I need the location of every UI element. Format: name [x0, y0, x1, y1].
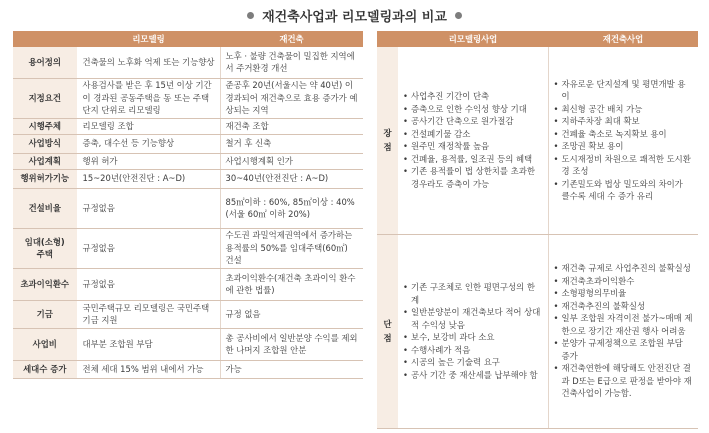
- remodeling-cell: 규정없음: [77, 188, 220, 228]
- table-row: [13, 328, 363, 360]
- remodeling-cell: 증축, 대수선 등 기능향상: [77, 134, 220, 153]
- list-item: • 건폐율 축소로 녹지확보 용이: [562, 128, 694, 141]
- page-title-text: 재건축사업과 리모델링과의 비교: [262, 9, 447, 25]
- list-item: • 일반분양분이 재건축보다 적어 상대적 수익성 낮음: [411, 306, 543, 331]
- table-row: [13, 78, 363, 118]
- remodeling-cell: 규정없음: [77, 268, 220, 300]
- row-label: 사업비: [13, 328, 77, 360]
- list-item: • 조망권 확보 용이: [562, 140, 694, 153]
- list-item: • 분양가 규제정책으로 조합원 부담 증가: [562, 337, 694, 362]
- table-row: [13, 169, 363, 188]
- cons-row: [377, 234, 698, 428]
- reconstruction-cell: 가능: [220, 360, 363, 378]
- row-label: 건설비율: [13, 188, 77, 228]
- pros-reconstruction: [548, 47, 698, 234]
- reconstruction-cell: 준공후 20년(서울시는 약 40년) 이 경과되어 재건축으로 효용 증가가 예상되는 지역: [220, 78, 363, 118]
- list-item: • 사업추진 기간이 단축: [411, 90, 543, 103]
- table-header-row: [377, 31, 698, 47]
- remodeling-cell: 규정없음: [77, 228, 220, 268]
- row-label: 기금: [13, 300, 77, 328]
- reconstruction-cell: 총 공사비에서 일반분양 수익를 제외한 나머지 조합원 안분: [220, 328, 363, 360]
- reconstruction-cell: 재건축 조합: [220, 118, 363, 134]
- list-item: • 재건축추진의 불확실성: [562, 300, 694, 313]
- list-item: • 기존 용적률이 법 상한치를 초과한 경우라도 증축이 가능: [411, 165, 543, 190]
- list-item: • 건설폐기물 감소: [411, 128, 543, 141]
- row-label: 세대수 증가: [13, 360, 77, 378]
- list-item: • 자유로운 단지설계 및 평면개발 용이: [562, 78, 694, 103]
- table-row: [13, 188, 363, 228]
- list-item: • 시공의 높은 기술력 요구: [411, 356, 543, 369]
- list-item: • 수행사례가 적음: [411, 344, 543, 357]
- pros-label: 장 점: [377, 47, 398, 234]
- list-item: • 공사 기간 중 재산세를 납부해야 함: [411, 369, 543, 382]
- table-row: [13, 228, 363, 268]
- header-empty: [377, 31, 398, 47]
- list-item: • 원주민 재정착률 높음: [411, 140, 543, 153]
- remodeling-cell: 국민주택규모 리모델링은 국민주택기금 지원: [77, 300, 220, 328]
- list-item: • 재건축연한에 해당해도 안전진단 결과 D또는 E급으로 판정을 받아야 재건축사업이 가능함.: [562, 362, 694, 400]
- reconstruction-cell: 규정 없음: [220, 300, 363, 328]
- header-remodeling-project: 리모델링사업: [398, 31, 548, 47]
- table-row: [13, 47, 363, 78]
- remodeling-cell: 건축물의 노후화 억제 또는 기능향상: [77, 47, 220, 78]
- row-label: 행위허가기능: [13, 169, 77, 188]
- remodeling-cell: 리모델링 조합: [77, 118, 220, 134]
- page-title: [0, 0, 709, 30]
- table-header-row: [13, 31, 363, 47]
- reconstruction-cell: 수도권 과밀억제권역에서 증가하는 용적률의 50%를 임대주택(60㎡) 건설: [220, 228, 363, 268]
- header-reconstruction: 재건축: [220, 31, 363, 47]
- list-item: • 일부 조합원 자격이전 불가~매매 제한으로 장기간 재산권 행사 어려움: [562, 312, 694, 337]
- list-item: • 기존 구조체로 인한 평면구성의 한계: [411, 281, 543, 306]
- table-row: [13, 268, 363, 300]
- remodeling-cell: 사용검사를 받은 후 15년 이상 기간이 경과된 공동주택을 동 또는 주택단지 단위로 리모델링: [77, 78, 220, 118]
- list-item: • 최신형 공간 배치 가능: [562, 103, 694, 116]
- remodeling-cell: 행위 허가: [77, 153, 220, 169]
- bullet-dot-icon: [247, 12, 254, 19]
- list-item: • 기존밀도와 법상 밀도와의 차이가 클수록 세대 수 증가 유리: [562, 178, 694, 203]
- list-item: • 재건축초과이익환수: [562, 275, 694, 288]
- list-item: • 도시재정비 차원으로 쾌적한 도시환경 조성: [562, 153, 694, 178]
- reconstruction-cell: 30~40년(안전진단 : A~D): [220, 169, 363, 188]
- reconstruction-cell: 85㎡이하 : 60%, 85㎡이상 : 40% (서울 60㎡ 이하 20%): [220, 188, 363, 228]
- header-remodeling: 리모델링: [77, 31, 220, 47]
- cons-label: 단 점: [377, 234, 398, 428]
- comparison-table-left: [13, 31, 363, 379]
- list-item: • 건폐율, 용적률, 일조권 등의 혜택: [411, 153, 543, 166]
- row-label: 지정요건: [13, 78, 77, 118]
- reconstruction-cell: 초과이익환수(재건축 초과이익 환수에 관한 법률): [220, 268, 363, 300]
- list-item: • 지하주차장 최대 확보: [562, 115, 694, 128]
- row-label: 임대(소형) 주택: [13, 228, 77, 268]
- cons-reconstruction: [548, 234, 698, 428]
- table-row: [13, 118, 363, 134]
- list-item: • 공사기간 단축으로 원가절감: [411, 115, 543, 128]
- row-label: 사업계획: [13, 153, 77, 169]
- table-row: [13, 134, 363, 153]
- table-row: [13, 360, 363, 378]
- row-label: 시행주체: [13, 118, 77, 134]
- reconstruction-cell: 노후 · 불량 건축물이 밀집한 지역에서 주거환경 개선: [220, 47, 363, 78]
- header-reconstruction-project: 재건축사업: [548, 31, 698, 47]
- bullet-dot-icon: [455, 12, 462, 19]
- pros-row: [377, 47, 698, 234]
- header-empty: [13, 31, 77, 47]
- remodeling-cell: 15~20년(안전진단 : A~D): [77, 169, 220, 188]
- list-item: • 보수, 보강비 과다 소요: [411, 331, 543, 344]
- remodeling-cell: 전체 세대 15% 범위 내에서 가능: [77, 360, 220, 378]
- table-row: [13, 153, 363, 169]
- row-label: 초과이익환수: [13, 268, 77, 300]
- list-item: • 소형평형의무비율: [562, 287, 694, 300]
- cons-remodeling: [398, 234, 548, 428]
- remodeling-cell: 대부분 조합원 부담: [77, 328, 220, 360]
- comparison-table-right: [377, 31, 698, 429]
- reconstruction-cell: 사업시행계획 인가: [220, 153, 363, 169]
- list-item: • 증축으로 인한 수익성 향상 기대: [411, 103, 543, 116]
- list-item: • 재건축 규제로 사업추진의 불확실성: [562, 262, 694, 275]
- pros-remodeling: [398, 47, 548, 234]
- table-row: [13, 300, 363, 328]
- row-label: 사업방식: [13, 134, 77, 153]
- row-label: 용어정의: [13, 47, 77, 78]
- reconstruction-cell: 철거 후 신축: [220, 134, 363, 153]
